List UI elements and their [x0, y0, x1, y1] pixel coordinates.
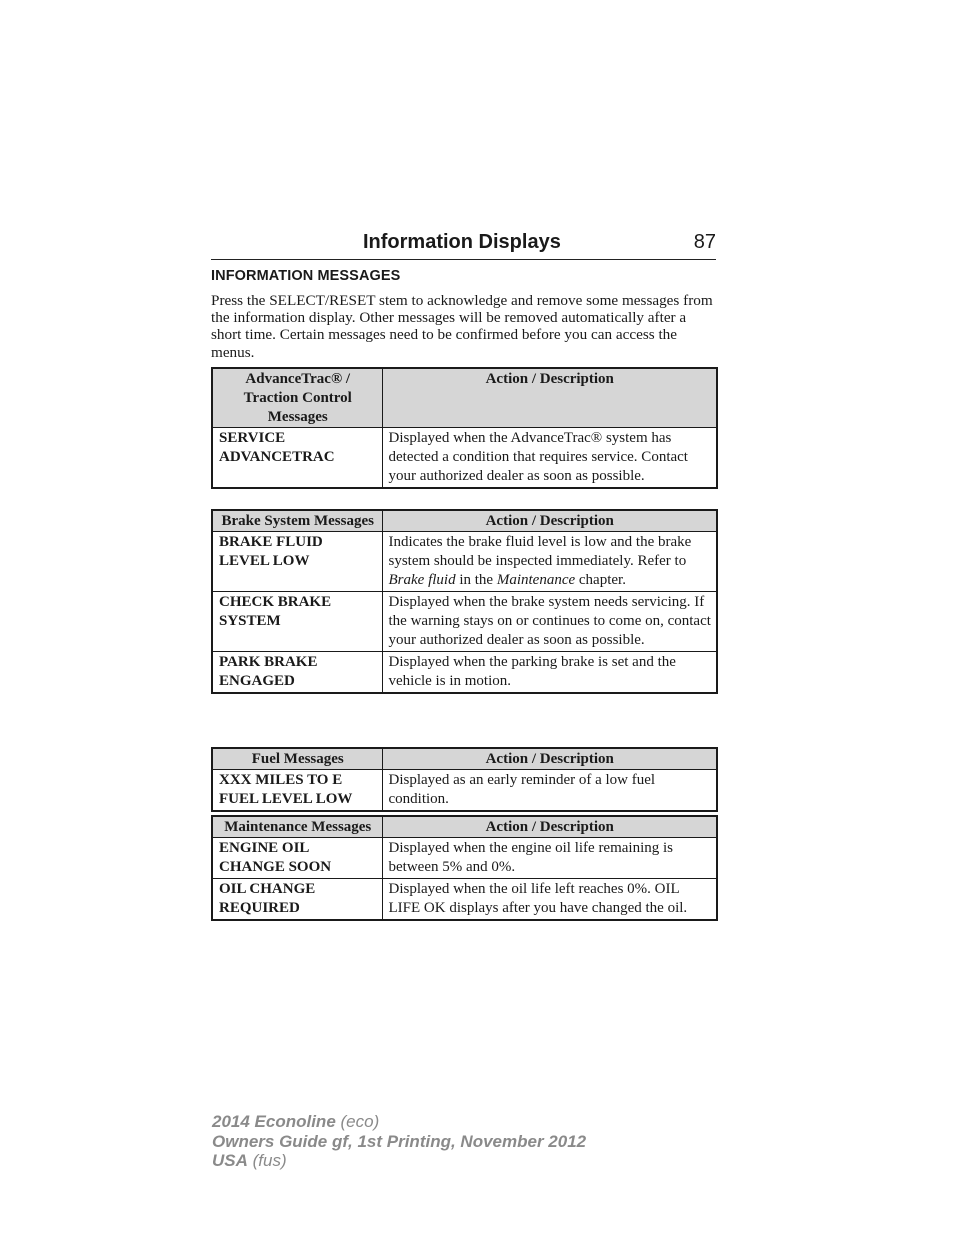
footer-printing: Owners Guide gf, 1st Printing, November 2012 [212, 1131, 587, 1151]
table-row [212, 879, 717, 921]
column-header-action: Action / Description [382, 816, 717, 838]
column-header-messages: AdvanceTrac® / Traction Control Messages [212, 368, 382, 428]
page-title: Information Displays [363, 231, 561, 253]
description-text: in the [455, 572, 497, 588]
description-text: chapter. [575, 572, 626, 588]
fuel-messages-table [211, 747, 718, 812]
brake-system-messages-table [211, 509, 718, 694]
section-heading: INFORMATION MESSAGES [211, 268, 401, 284]
message-description: Displayed when the brake system needs servicing. If the warning stays on or continues to come on, contact your authorized dealer as soon as possible. [382, 592, 717, 652]
message-description: Displayed when the engine oil life remaining is between 5% and 0%. [382, 838, 717, 879]
message-description [382, 532, 717, 592]
message-description: Displayed when the oil life left reaches 0%. OIL LIFE OK displays after you have changed the oil. [382, 879, 717, 921]
table-row [212, 592, 717, 652]
maintenance-reference: Maintenance [496, 572, 576, 588]
message-name: PARK BRAKE ENGAGED [212, 652, 382, 694]
brake-fluid-reference: Brake fluid [388, 572, 456, 588]
table-row [212, 532, 717, 592]
table-row [212, 770, 717, 812]
footer-model: 2014 Econoline [212, 1112, 336, 1131]
table-header-row [212, 816, 717, 838]
table-header-row [212, 510, 717, 532]
footer-line-2 [212, 1132, 586, 1152]
page-footer [212, 1112, 586, 1171]
message-name: XXX MILES TO E FUEL LEVEL LOW [212, 770, 382, 812]
table-header-row [212, 368, 717, 428]
table-row [212, 652, 717, 694]
message-description: Displayed when the AdvanceTrac® system has detected a condition that requires service. Contact your authorized dealer as soon as possible. [382, 428, 717, 489]
footer-line-1 [212, 1112, 586, 1132]
advancetrac-messages-table [211, 367, 718, 489]
message-description: Displayed as an early reminder of a low fuel condition. [382, 770, 717, 812]
table-header-row [212, 748, 717, 770]
page-header [211, 229, 716, 260]
message-name: OIL CHANGE REQUIRED [212, 879, 382, 921]
column-header-messages: Fuel Messages [212, 748, 382, 770]
message-name: BRAKE FLUID LEVEL LOW [212, 532, 382, 592]
maintenance-messages-table [211, 815, 718, 921]
column-header-action: Action / Description [382, 510, 717, 532]
column-header-action: Action / Description [382, 748, 717, 770]
intro-paragraph: Press the SELECT/RESET stem to acknowledge and remove some messages from the information display. Other messages will be removed automatically after a short time. Certain messages need to be confirmed before you can access the menus. [211, 292, 713, 361]
column-header-messages: Brake System Messages [212, 510, 382, 532]
message-name: SERVICE ADVANCETRAC [212, 428, 382, 489]
message-name: ENGINE OIL CHANGE SOON [212, 838, 382, 879]
footer-line-3 [212, 1151, 586, 1171]
page-number: 87 [693, 231, 716, 253]
message-name: CHECK BRAKE SYSTEM [212, 592, 382, 652]
table-row [212, 428, 717, 489]
column-header-action: Action / Description [382, 368, 717, 428]
description-text: Indicates the brake fluid level is low and the brake system should be inspected immediately. Refer to [388, 534, 692, 569]
footer-market-code: (fus) [252, 1151, 287, 1170]
column-header-messages: Maintenance Messages [212, 816, 382, 838]
table-row [212, 838, 717, 879]
footer-model-code: (eco) [340, 1112, 380, 1131]
message-description: Displayed when the parking brake is set and the vehicle is in motion. [382, 652, 717, 694]
footer-market: USA [212, 1151, 248, 1170]
